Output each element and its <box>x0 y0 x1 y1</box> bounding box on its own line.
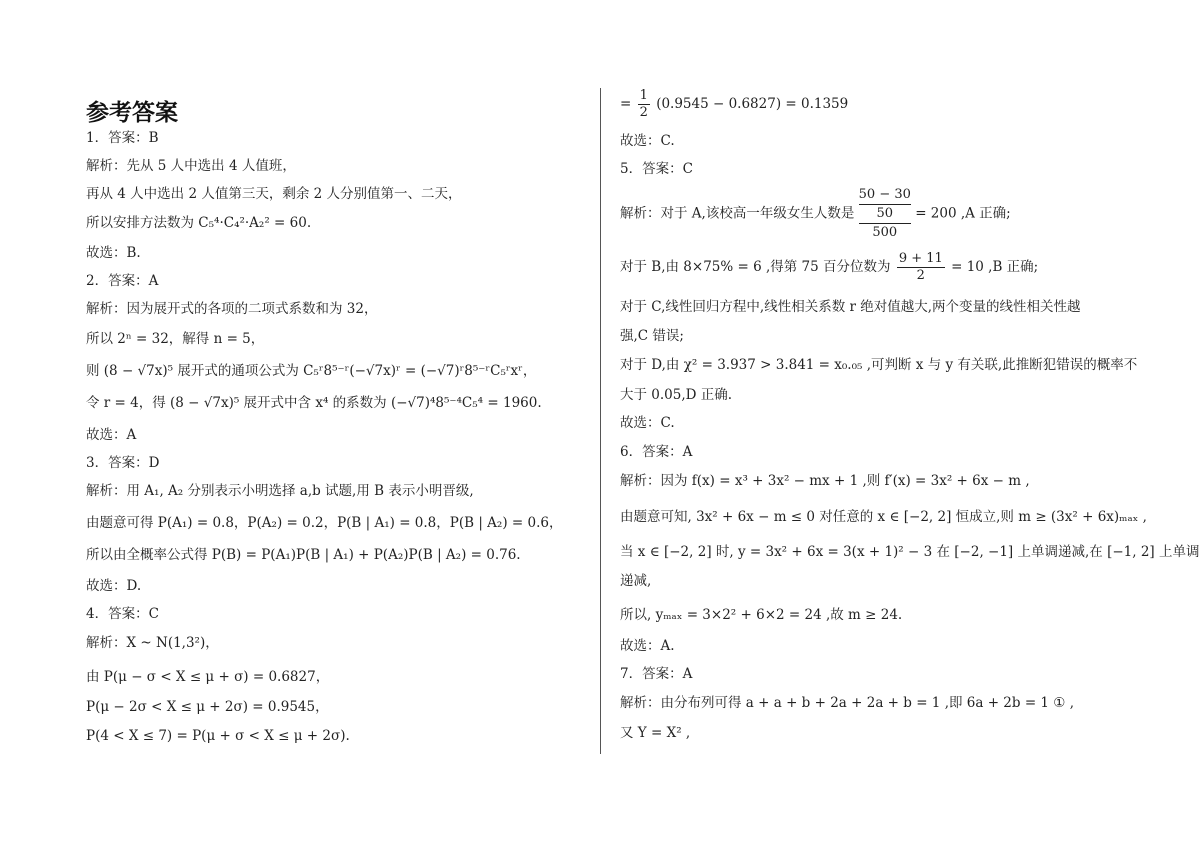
line-text: 对于 B,由 8×75% = 6 ,得第 75 百分位数为 <box>620 259 891 275</box>
answer-line: 4．答案：C <box>86 606 159 622</box>
fraction-denominator: 2 <box>639 105 648 120</box>
answer-line: 递减, <box>620 573 652 589</box>
answer-line: 再从 4 人中选出 2 人值第三天，剩余 2 人分别值第一、二天， <box>86 186 462 202</box>
answer-line: 又 Y = X² , <box>620 725 691 741</box>
answer-line: 所以, yₘₐₓ = 3×2² + 6×2 = 24 ,故 m ≥ 24. <box>620 607 903 623</box>
line-text: = 10 ,B 正确; <box>951 259 1039 275</box>
answer-line: P(μ − 2σ < X ≤ μ + 2σ) = 0.9545， <box>86 699 329 715</box>
answer-line: 所以安排方法数为 C₅⁴·C₄²·A₂² = 60. <box>86 215 312 231</box>
answer-line: 令 r = 4，得 (8 − √7x)⁵ 展开式中含 x⁴ 的系数为 (−√7)⁴8⁵⁻⁴C₅⁴ = 1960. <box>86 395 542 411</box>
answer-line: 对于 C,线性回归方程中,线性相关系数 r 绝对值越大,两个变量的线性相关性越 <box>620 299 1081 315</box>
answer-line <box>620 251 1038 284</box>
answer-line: 7．答案：A <box>620 666 693 682</box>
line-text: = 200 ,A 正确; <box>915 205 1011 222</box>
answer-line: 由题意可得 P(A₁) = 0.8，P(A₂) = 0.2，P(B | A₁) = 0.8，P(B | A₂) = 0.6， <box>86 515 563 531</box>
answer-line: 3．答案：D <box>86 455 160 471</box>
answer-line: 解析：因为 f(x) = x³ + 3x² − mx + 1 ,则 f′(x) = 3x² + 6x − m , <box>620 473 1030 489</box>
fraction-numerator: 9 + 11 <box>898 251 943 266</box>
answer-line: P(4 < X ≤ 7) = P(μ + σ < X ≤ μ + 2σ). <box>86 728 350 744</box>
answer-line: 故选：A <box>86 427 137 443</box>
answer-line: 解析：先从 5 人中选出 4 人值班， <box>86 158 296 174</box>
answer-line: 解析：用 A₁, A₂ 分别表示小明选择 a,b 试题,用 B 表示小明晋级, <box>86 483 474 499</box>
line-text: 解析：对于 A,该校高一年级女生人数是 <box>620 205 855 222</box>
fraction <box>897 251 945 284</box>
answer-line: 故选：A. <box>620 638 675 654</box>
answer-line: 大于 0.05,D 正确. <box>620 387 733 403</box>
answer-line: 解析：因为展开式的各项的二项式系数和为 32， <box>86 301 378 317</box>
answer-line: 1．答案：B <box>86 130 159 146</box>
fraction-one-half <box>638 88 650 121</box>
answer-line: 由题意可知, 3x² + 6x − m ≤ 0 对任意的 x ∈ [−2, 2] 恒成立,则 m ≥ (3x² + 6x)ₘₐₓ , <box>620 509 1147 525</box>
expression-tail: (0.9545 − 0.6827) = 0.1359 <box>656 96 849 112</box>
answer-line <box>620 88 848 121</box>
answer-line: 5．答案：C <box>620 161 693 177</box>
answer-line: 故选：D. <box>86 578 142 594</box>
compound-fraction <box>859 186 911 242</box>
fraction-denominator: 2 <box>916 268 925 283</box>
answer-line: 解析：X ~ N(1,3²)， <box>86 635 219 651</box>
equals-sign: = <box>620 96 632 112</box>
answer-line: 所以 2ⁿ = 32，解得 n = 5， <box>86 331 265 347</box>
answer-line: 2．答案：A <box>86 273 159 289</box>
fraction-part: 50 − 30 <box>859 186 911 205</box>
column-divider <box>600 88 601 754</box>
fraction-part: 500 <box>872 225 898 240</box>
answer-line: 则 (8 − √7x)⁵ 展开式的通项公式为 C₅ʳ8⁵⁻ʳ(−√7x)ʳ = (−√7)ʳ8⁵⁻ʳC₅ʳxʳ， <box>86 363 537 379</box>
answer-line: 故选：C. <box>620 415 675 431</box>
answer-line: 所以由全概率公式得 P(B) = P(A₁)P(B | A₁) + P(A₂)P(B | A₂) = 0.76. <box>86 547 521 563</box>
fraction-numerator: 1 <box>639 88 648 103</box>
answer-line: 故选：C. <box>620 133 675 149</box>
answer-line <box>620 186 1011 242</box>
answer-line: 对于 D,由 χ² = 3.937 > 3.841 = x₀.₀₅ ,可判断 x 与 y 有关联,此推断犯错误的概率不 <box>620 357 1138 373</box>
answer-line: 当 x ∈ [−2, 2] 时, y = 3x² + 6x = 3(x + 1)² − 3 在 [−2, −1] 上单调递减,在 [−1, 2] 上单调 <box>620 544 1200 560</box>
answer-line: 故选：B. <box>86 245 141 261</box>
answer-line: 6．答案：A <box>620 444 693 460</box>
answer-line: 由 P(μ − σ < X ≤ μ + σ) = 0.6827， <box>86 669 330 685</box>
page-title: 参考答案 <box>86 100 178 126</box>
fraction-part: 50 <box>859 205 911 224</box>
answer-line: 解析：由分布列可得 a + a + b + 2a + 2a + b = 1 ,即 6a + 2b = 1 ① , <box>620 695 1074 711</box>
answer-line: 强,C 错误; <box>620 328 684 344</box>
